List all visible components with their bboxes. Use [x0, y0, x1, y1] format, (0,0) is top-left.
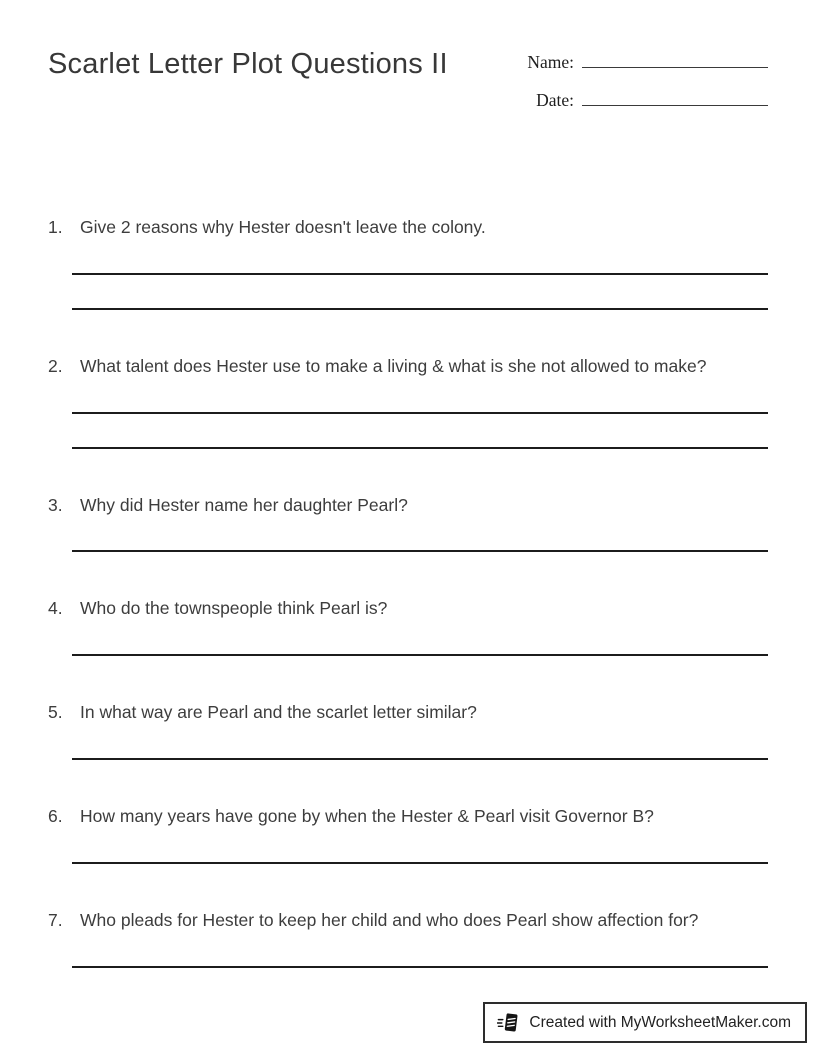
- question-text: What talent does Hester use to make a living & what is she not allowed to make?: [80, 355, 707, 376]
- question-item: [48, 805, 768, 864]
- answer-lines: [48, 273, 768, 310]
- question-item: [48, 597, 768, 656]
- name-date-block: [527, 48, 768, 124]
- date-label: Date:: [536, 90, 574, 110]
- answer-lines: [48, 966, 768, 968]
- header: [48, 44, 768, 124]
- question-text: Who pleads for Hester to keep her child and who does Pearl show affection for?: [80, 909, 699, 930]
- answer-lines: [48, 862, 768, 864]
- worksheet-maker-badge[interactable]: [483, 1002, 807, 1043]
- question-number: 7.: [48, 909, 63, 930]
- question-item: [48, 909, 768, 968]
- question-item: [48, 355, 768, 449]
- answer-lines: [48, 758, 768, 760]
- name-row: [527, 48, 768, 86]
- question-item: [48, 216, 768, 310]
- question-row: [48, 494, 768, 518]
- name-blank-line: [582, 48, 768, 68]
- answer-lines: [48, 550, 768, 552]
- question-row: [48, 216, 768, 240]
- question-list: [48, 216, 768, 968]
- answer-blank-line: [72, 412, 768, 414]
- question-text: Who do the townspeople think Pearl is?: [80, 598, 388, 619]
- answer-blank-line: [72, 966, 768, 968]
- question-number: 1.: [48, 217, 63, 237]
- answer-blank-line: [72, 273, 768, 275]
- question-row: [48, 701, 768, 725]
- answer-blank-line: [72, 862, 768, 864]
- answer-lines: [48, 654, 768, 656]
- question-item: [48, 701, 768, 760]
- answer-blank-line: [72, 758, 768, 760]
- question-number: 3.: [48, 494, 63, 515]
- answer-lines: [48, 412, 768, 449]
- name-label: Name:: [527, 52, 574, 72]
- date-row: [527, 86, 768, 124]
- question-text: In what way are Pearl and the scarlet letter similar?: [80, 702, 477, 723]
- question-text: How many years have gone by when the Hester & Pearl visit Governor B?: [80, 805, 654, 826]
- question-row: [48, 355, 768, 379]
- footer-credit-text: Created with MyWorksheetMaker.com: [529, 1013, 791, 1031]
- worksheet-maker-logo-icon: [497, 1011, 520, 1034]
- answer-blank-line: [72, 654, 768, 656]
- question-number: 6.: [48, 805, 63, 826]
- page-title: Scarlet Letter Plot Questions II: [48, 48, 448, 80]
- question-text: Give 2 reasons why Hester doesn't leave the colony.: [80, 217, 486, 237]
- date-blank-line: [582, 86, 768, 106]
- question-number: 5.: [48, 702, 63, 723]
- question-number: 2.: [48, 355, 63, 376]
- answer-blank-line: [72, 308, 768, 310]
- question-row: [48, 805, 768, 829]
- question-text: Why did Hester name her daughter Pearl?: [80, 494, 408, 515]
- question-number: 4.: [48, 598, 63, 619]
- question-row: [48, 597, 768, 621]
- question-item: [48, 494, 768, 553]
- answer-blank-line: [72, 550, 768, 552]
- question-row: [48, 909, 768, 933]
- answer-blank-line: [72, 447, 768, 449]
